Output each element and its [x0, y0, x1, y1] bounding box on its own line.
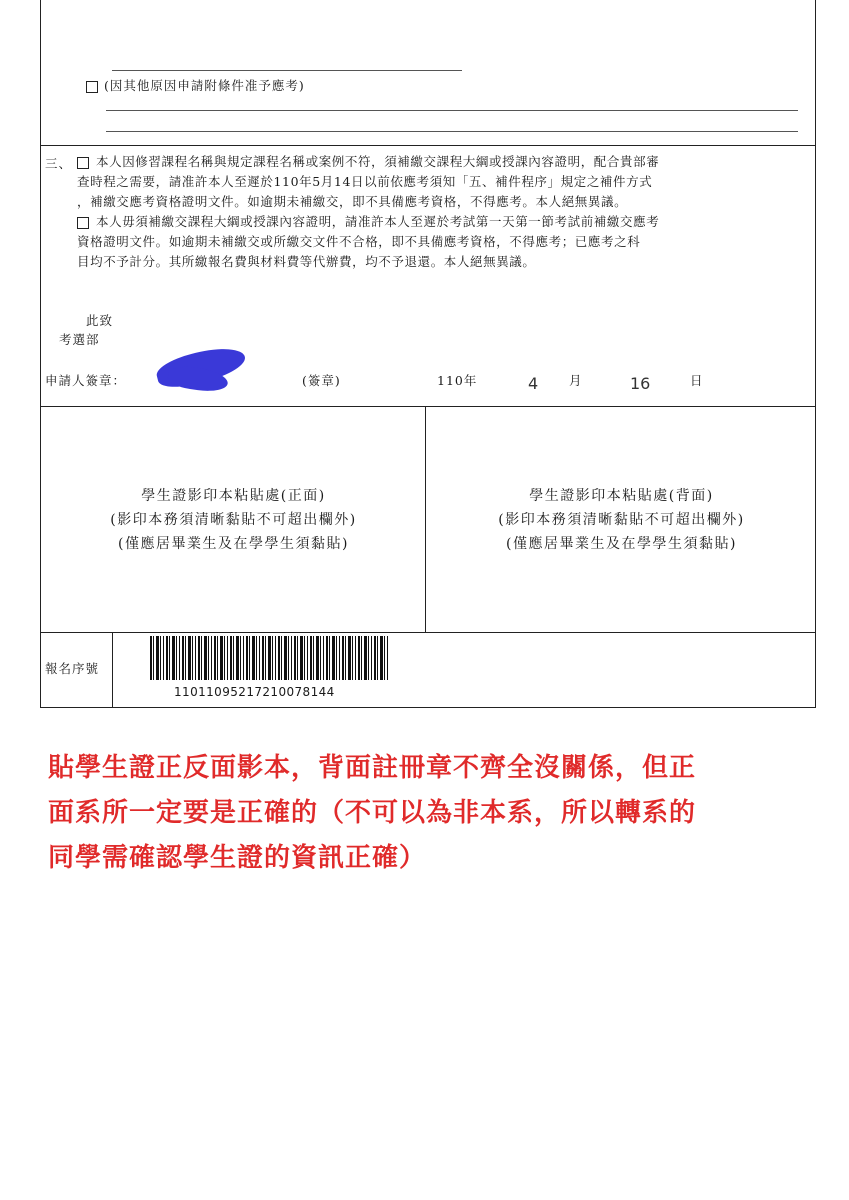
paste-area-back — [427, 484, 816, 556]
back-note: (影印本務須清晰黏貼不可超出欄外) — [498, 512, 745, 528]
recipient: 考選部 — [59, 332, 100, 347]
year-label: 110年 — [437, 373, 478, 388]
option-a-text — [77, 152, 811, 212]
serial-label: 報名序號 — [45, 661, 100, 676]
option-b-line: 資格證明文件。如逾期未補繳交或所繳交文件不合格，即不具備應考資格，不得應考；已應考之科 — [77, 234, 641, 249]
day-value: 16 — [630, 374, 651, 393]
option-a-line: 查時程之需要，請准許本人至遲於110年5月14日以前依應考須知「五、補件程序」規定之補件方式 — [77, 174, 653, 189]
seal-label: (簽章) — [302, 373, 341, 388]
checkbox-option-b[interactable] — [77, 217, 89, 229]
paste-area-divider — [425, 406, 426, 632]
day-label: 日 — [690, 373, 704, 388]
front-note: (影印本務須清晰黏貼不可超出欄外) — [110, 512, 357, 528]
underline-top — [112, 70, 462, 71]
section-divider — [40, 145, 816, 146]
back-title: 學生證影印本粘貼處(背面) — [529, 488, 714, 504]
reason-line-2 — [106, 131, 798, 132]
option-a-line: ，補繳交應考資格證明文件。如逾期未補繳交，即不具備應考資格，不得應考。本人絕無異議。 — [77, 194, 628, 209]
front-note: (僅應居畢業生及在學學生須黏貼) — [118, 536, 349, 552]
other-reason-label: (因其他原因申請附條件准予應考) — [104, 78, 305, 93]
reason-line-1 — [106, 110, 798, 111]
serial-divider — [112, 632, 113, 708]
signature-divider — [40, 406, 816, 407]
month-label: 月 — [569, 373, 583, 388]
option-b-text — [77, 212, 811, 272]
section3-prefix: 三、 — [45, 156, 73, 171]
barcode — [150, 636, 390, 680]
option-b-line: 目均不予計分。其所繳報名費與材料費等代辦費，均不予退還。本人絕無異議。 — [77, 254, 536, 269]
option-b-line: 本人毋須補繳交課程大綱或授課內容證明，請准許本人至遲於考試第一天第一節考試前補繳交應考 — [96, 214, 660, 229]
salutation: 此致 — [86, 313, 114, 328]
front-title: 學生證影印本粘貼處(正面) — [141, 488, 326, 504]
checkbox-other-reason[interactable] — [86, 81, 98, 93]
form-frame — [40, 0, 816, 708]
checkbox-option-a[interactable] — [77, 157, 89, 169]
annotation-line: 同學需確認學生證的資訊正確） — [48, 843, 427, 873]
month-value: 4 — [528, 374, 539, 393]
paste-area-bottom — [40, 632, 816, 633]
paste-area-front — [42, 484, 425, 556]
back-note: (僅應居畢業生及在學學生須黏貼) — [506, 536, 737, 552]
annotation-note — [48, 746, 788, 881]
annotation-line: 面系所一定要是正確的（不可以為非本系，所以轉系的 — [48, 798, 697, 828]
annotation-line: 貼學生證正反面影本，背面註冊章不齊全沒關係，但正 — [48, 753, 697, 783]
option-a-line: 本人因修習課程名稱與規定課程名稱或案例不符，須補繳交課程大綱或授課內容證明，配合貴部審 — [96, 154, 660, 169]
applicant-label: 申請人簽章： — [45, 373, 127, 388]
serial-number: 11011095217210078144 — [174, 685, 335, 699]
